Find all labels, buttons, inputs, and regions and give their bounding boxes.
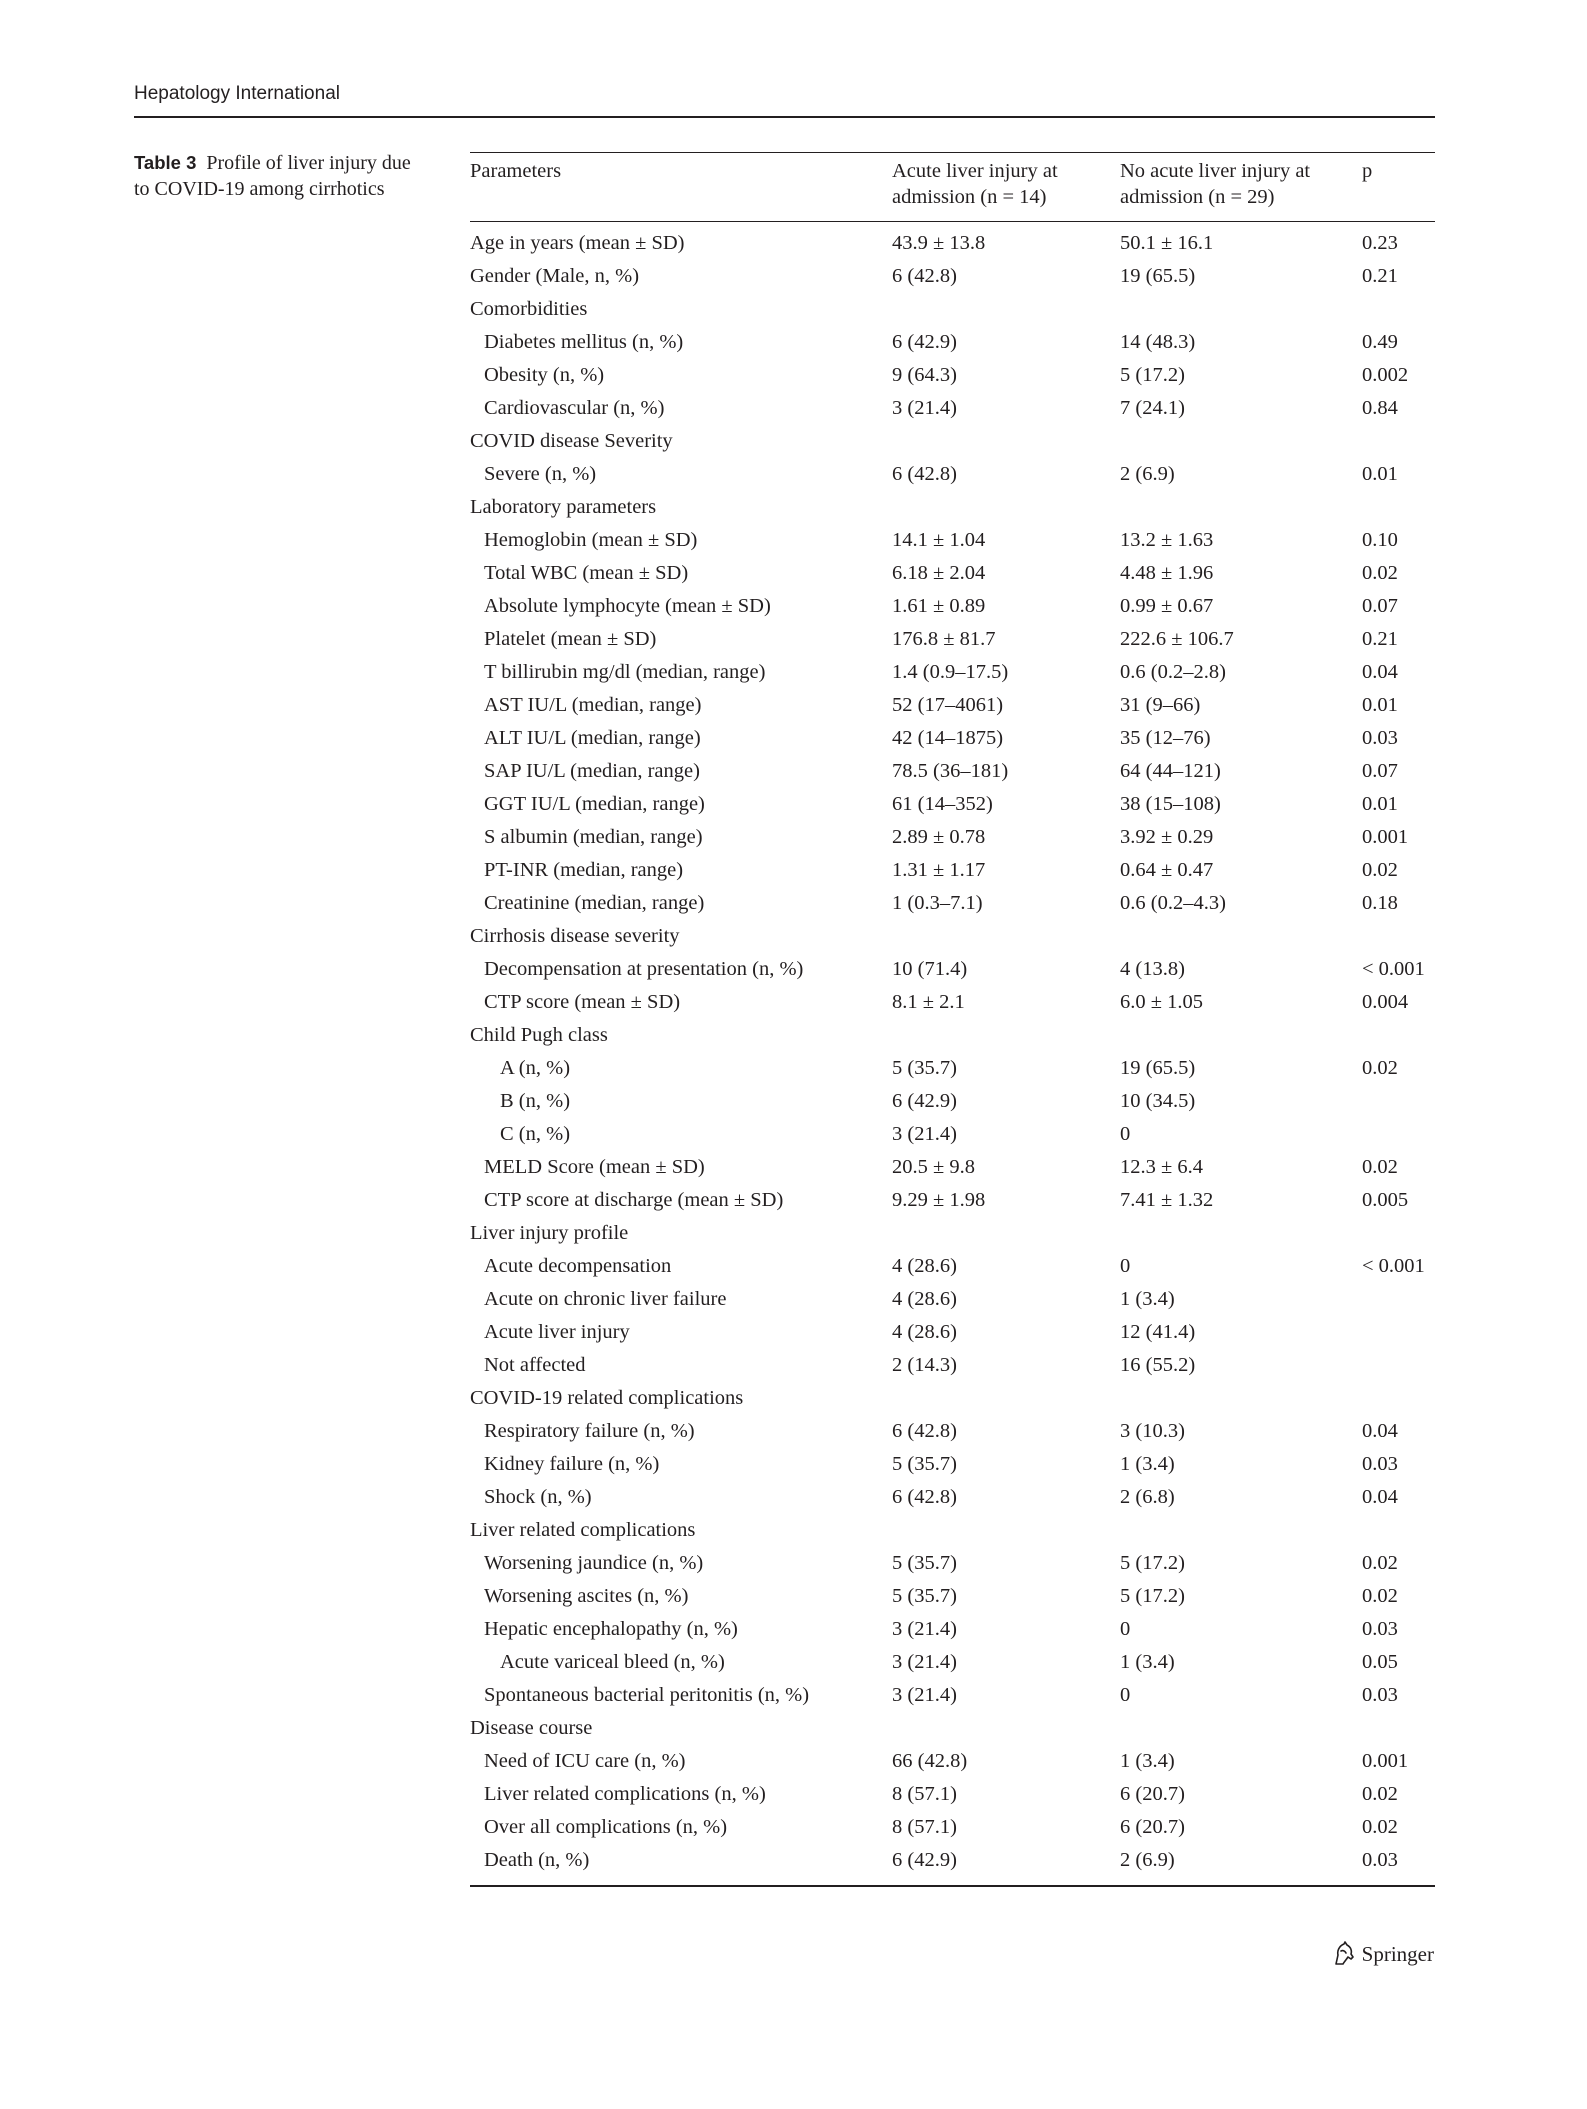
- row-parameter-cell: Death (n, %): [484, 1849, 590, 1871]
- table-row: [470, 1250, 1435, 1283]
- row-parameter-cell: Diabetes mellitus (n, %): [484, 331, 684, 353]
- table-row: [470, 557, 1435, 590]
- row-p-value-cell: 0.07: [1362, 760, 1398, 782]
- row-parameter-cell: Acute decompensation: [484, 1255, 672, 1277]
- row-p-value-cell: 0.04: [1362, 1420, 1398, 1442]
- row-p-value-cell: 0.02: [1362, 562, 1398, 584]
- row-p-value-cell: 0.01: [1362, 463, 1398, 485]
- row-parameter-cell: Hepatic encephalopathy (n, %): [484, 1618, 738, 1640]
- row-p-value-cell: 0.001: [1362, 826, 1409, 848]
- row-acute-cell: 6 (42.8): [892, 1486, 957, 1508]
- row-no-acute-cell: 0: [1120, 1255, 1131, 1277]
- header-acute-liver-injury: Acute liver injury at admission (n = 14): [892, 160, 1058, 208]
- row-acute-cell: 6 (42.9): [892, 331, 957, 353]
- row-no-acute-cell: 6 (20.7): [1120, 1816, 1185, 1838]
- row-no-acute-cell: 12.3 ± 6.4: [1120, 1156, 1204, 1178]
- row-no-acute-cell: 2 (6.9): [1120, 463, 1175, 485]
- row-p-value-cell: 0.18: [1362, 892, 1398, 914]
- row-no-acute-cell: 2 (6.9): [1120, 1849, 1175, 1871]
- row-no-acute-cell: 1 (3.4): [1120, 1750, 1175, 1772]
- row-no-acute-cell: 19 (65.5): [1120, 265, 1196, 287]
- row-parameter-cell: Spontaneous bacterial peritonitis (n, %): [484, 1684, 810, 1706]
- row-p-value-cell: 0.21: [1362, 265, 1398, 287]
- row-p-value-cell: 0.01: [1362, 793, 1398, 815]
- row-acute-cell: 1.4 (0.9–17.5): [892, 661, 1009, 683]
- table-row: [470, 986, 1435, 1019]
- row-parameter-cell: Respiratory failure (n, %): [484, 1420, 695, 1442]
- table-row: [470, 1184, 1435, 1217]
- row-no-acute-cell: 13.2 ± 1.63: [1120, 529, 1214, 551]
- row-parameter-cell: Total WBC (mean ± SD): [484, 562, 689, 584]
- row-acute-cell: 42 (14–1875): [892, 727, 1004, 749]
- table-row: [470, 590, 1435, 623]
- row-parameter-cell: Absolute lymphocyte (mean ± SD): [484, 595, 771, 617]
- row-p-value-cell: 0.004: [1362, 991, 1409, 1013]
- header-p-value: p: [1362, 160, 1373, 182]
- row-parameter-cell: Age in years (mean ± SD): [470, 232, 685, 254]
- row-parameter-cell: Acute liver injury: [484, 1321, 630, 1343]
- row-parameter-cell: Acute variceal bleed (n, %): [500, 1651, 725, 1673]
- row-no-acute-cell: 12 (41.4): [1120, 1321, 1196, 1343]
- table-row: [470, 1349, 1435, 1382]
- row-acute-cell: 1 (0.3–7.1): [892, 892, 983, 914]
- table-row: [470, 1118, 1435, 1151]
- row-p-value-cell: 0.21: [1362, 628, 1398, 650]
- table-row: [470, 359, 1435, 392]
- row-parameter-cell: C (n, %): [500, 1123, 571, 1145]
- table-row: [470, 755, 1435, 788]
- row-no-acute-cell: 222.6 ± 106.7: [1120, 628, 1234, 650]
- row-acute-cell: 5 (35.7): [892, 1552, 957, 1574]
- row-p-value-cell: 0.001: [1362, 1750, 1409, 1772]
- table-row: [470, 854, 1435, 887]
- row-parameter-cell: AST IU/L (median, range): [484, 694, 702, 716]
- row-p-value-cell: 0.02: [1362, 1816, 1398, 1838]
- row-no-acute-cell: 5 (17.2): [1120, 1585, 1185, 1607]
- table-row: [470, 788, 1435, 821]
- row-p-value-cell: 0.07: [1362, 595, 1398, 617]
- row-p-value-cell: 0.84: [1362, 397, 1398, 419]
- data-table: [470, 152, 1435, 1887]
- row-no-acute-cell: 0.6 (0.2–4.3): [1120, 892, 1226, 914]
- row-no-acute-cell: 5 (17.2): [1120, 364, 1185, 386]
- table-row: [470, 1481, 1435, 1514]
- row-parameter-cell: T billirubin mg/dl (median, range): [484, 661, 766, 683]
- row-p-value-cell: 0.49: [1362, 331, 1398, 353]
- row-acute-cell: 14.1 ± 1.04: [892, 529, 986, 551]
- row-no-acute-cell: 6 (20.7): [1120, 1783, 1185, 1805]
- table-row: [470, 887, 1435, 920]
- table-row: [470, 1085, 1435, 1118]
- row-acute-cell: 6 (42.8): [892, 265, 957, 287]
- row-acute-cell: 3 (21.4): [892, 1651, 957, 1673]
- row-acute-cell: 6 (42.9): [892, 1849, 957, 1871]
- table-row: [470, 1019, 1435, 1052]
- table-row: [470, 1283, 1435, 1316]
- row-parameter-cell: A (n, %): [500, 1057, 571, 1079]
- row-no-acute-cell: 0: [1120, 1618, 1131, 1640]
- row-no-acute-cell: 10 (34.5): [1120, 1090, 1196, 1112]
- row-parameter-cell: Decompensation at presentation (n, %): [484, 958, 804, 980]
- table-row: [470, 458, 1435, 491]
- row-parameter-cell: PT-INR (median, range): [484, 859, 684, 881]
- table-row: [470, 392, 1435, 425]
- row-acute-cell: 3 (21.4): [892, 1684, 957, 1706]
- row-no-acute-cell: 0: [1120, 1684, 1131, 1706]
- row-acute-cell: 6 (42.8): [892, 1420, 957, 1442]
- table-row: [470, 821, 1435, 854]
- row-parameter-cell: Comorbidities: [470, 298, 588, 320]
- row-acute-cell: 52 (17–4061): [892, 694, 1004, 716]
- table-row: [470, 227, 1435, 260]
- row-parameter-cell: SAP IU/L (median, range): [484, 760, 700, 782]
- row-p-value-cell: 0.005: [1362, 1189, 1409, 1211]
- row-parameter-cell: Laboratory parameters: [470, 496, 657, 518]
- row-p-value-cell: 0.002: [1362, 364, 1409, 386]
- table-row: [470, 524, 1435, 557]
- table-row: [470, 1811, 1435, 1844]
- row-p-value-cell: 0.23: [1362, 232, 1398, 254]
- row-acute-cell: 6 (42.9): [892, 1090, 957, 1112]
- row-parameter-cell: ALT IU/L (median, range): [484, 727, 701, 749]
- table-row: [470, 1580, 1435, 1613]
- header-rule: [134, 116, 1435, 118]
- row-acute-cell: 43.9 ± 13.8: [892, 232, 986, 254]
- table-row: [470, 1514, 1435, 1547]
- table-row: [470, 1316, 1435, 1349]
- row-acute-cell: 6 (42.8): [892, 463, 957, 485]
- table-row: [470, 425, 1435, 458]
- row-parameter-cell: Disease course: [470, 1717, 593, 1739]
- row-no-acute-cell: 7 (24.1): [1120, 397, 1185, 419]
- row-no-acute-cell: 1 (3.4): [1120, 1288, 1175, 1310]
- row-acute-cell: 8.1 ± 2.1: [892, 991, 965, 1013]
- row-no-acute-cell: 3 (10.3): [1120, 1420, 1185, 1442]
- publisher-name: Springer: [1361, 1941, 1434, 1966]
- row-parameter-cell: CTP score (mean ± SD): [484, 991, 681, 1013]
- row-acute-cell: 4 (28.6): [892, 1321, 957, 1343]
- row-p-value-cell: 0.04: [1362, 1486, 1398, 1508]
- row-parameter-cell: Obesity (n, %): [484, 364, 605, 386]
- row-p-value-cell: 0.03: [1362, 1618, 1398, 1640]
- row-p-value-cell: 0.04: [1362, 661, 1398, 683]
- row-parameter-cell: Severe (n, %): [484, 463, 597, 485]
- row-acute-cell: 4 (28.6): [892, 1255, 957, 1277]
- table-row: [470, 326, 1435, 359]
- row-parameter-cell: Over all complications (n, %): [484, 1816, 728, 1838]
- row-parameter-cell: COVID-19 related complications: [470, 1387, 744, 1409]
- row-parameter-cell: Worsening jaundice (n, %): [484, 1552, 704, 1574]
- row-parameter-cell: Cirrhosis disease severity: [470, 925, 680, 947]
- row-acute-cell: 1.61 ± 0.89: [892, 595, 986, 617]
- row-p-value-cell: 0.03: [1362, 1849, 1398, 1871]
- row-parameter-cell: Not affected: [484, 1354, 586, 1376]
- table-row: [470, 1217, 1435, 1250]
- row-no-acute-cell: 0.64 ± 0.47: [1120, 859, 1214, 881]
- row-no-acute-cell: 14 (48.3): [1120, 331, 1196, 353]
- row-acute-cell: 10 (71.4): [892, 958, 968, 980]
- row-acute-cell: 176.8 ± 81.7: [892, 628, 996, 650]
- row-no-acute-cell: 35 (12–76): [1120, 727, 1211, 749]
- row-parameter-cell: Gender (Male, n, %): [470, 265, 640, 287]
- row-p-value-cell: 0.02: [1362, 859, 1398, 881]
- row-acute-cell: 5 (35.7): [892, 1453, 957, 1475]
- table-row: [470, 1052, 1435, 1085]
- table-row: [470, 1679, 1435, 1712]
- row-acute-cell: 2.89 ± 0.78: [892, 826, 986, 848]
- row-no-acute-cell: 19 (65.5): [1120, 1057, 1196, 1079]
- table-row: [470, 1712, 1435, 1745]
- row-parameter-cell: Liver related complications: [470, 1519, 696, 1541]
- row-parameter-cell: B (n, %): [500, 1090, 571, 1112]
- row-acute-cell: 8 (57.1): [892, 1816, 957, 1838]
- row-no-acute-cell: 0: [1120, 1123, 1131, 1145]
- table-row: [470, 623, 1435, 656]
- row-parameter-cell: CTP score at discharge (mean ± SD): [484, 1189, 784, 1211]
- table-row: [470, 1415, 1435, 1448]
- row-no-acute-cell: 31 (9–66): [1120, 694, 1201, 716]
- table-row: [470, 656, 1435, 689]
- row-acute-cell: 5 (35.7): [892, 1585, 957, 1607]
- row-acute-cell: 9.29 ± 1.98: [892, 1189, 986, 1211]
- row-no-acute-cell: 6.0 ± 1.05: [1120, 991, 1204, 1013]
- springer-horse-icon: [1330, 1941, 1356, 1967]
- table-row: [470, 689, 1435, 722]
- row-p-value-cell: < 0.001: [1362, 958, 1425, 980]
- row-p-value-cell: 0.02: [1362, 1783, 1398, 1805]
- row-parameter-cell: Creatinine (median, range): [484, 892, 705, 914]
- row-acute-cell: 3 (21.4): [892, 1123, 957, 1145]
- row-p-value-cell: 0.02: [1362, 1585, 1398, 1607]
- row-p-value-cell: 0.02: [1362, 1552, 1398, 1574]
- row-p-value-cell: 0.01: [1362, 694, 1398, 716]
- table-row: [470, 1613, 1435, 1646]
- table-row: [470, 1448, 1435, 1481]
- row-p-value-cell: 0.10: [1362, 529, 1398, 551]
- row-no-acute-cell: 5 (17.2): [1120, 1552, 1185, 1574]
- table-caption-text: Profile of liver injury due to COVID-19 among cirrhotics: [134, 152, 411, 200]
- row-parameter-cell: MELD Score (mean ± SD): [484, 1156, 705, 1178]
- row-parameter-cell: Liver related complications (n, %): [484, 1783, 766, 1805]
- row-no-acute-cell: 1 (3.4): [1120, 1453, 1175, 1475]
- header-no-acute-liver-injury: No acute liver injury at admission (n = 29): [1120, 160, 1311, 208]
- table-row: [470, 953, 1435, 986]
- row-no-acute-cell: 64 (44–121): [1120, 760, 1221, 782]
- row-parameter-cell: Liver injury profile: [470, 1222, 629, 1244]
- table-row: [470, 491, 1435, 524]
- row-parameter-cell: Shock (n, %): [484, 1486, 592, 1508]
- row-parameter-cell: Kidney failure (n, %): [484, 1453, 660, 1475]
- row-acute-cell: 78.5 (36–181): [892, 760, 1009, 782]
- row-acute-cell: 9 (64.3): [892, 364, 957, 386]
- row-acute-cell: 3 (21.4): [892, 397, 957, 419]
- table-caption-label: Table 3: [134, 152, 197, 173]
- row-acute-cell: 8 (57.1): [892, 1783, 957, 1805]
- row-no-acute-cell: 3.92 ± 0.29: [1120, 826, 1214, 848]
- row-p-value-cell: 0.03: [1362, 1684, 1398, 1706]
- row-acute-cell: 66 (42.8): [892, 1750, 968, 1772]
- row-no-acute-cell: 0.6 (0.2–2.8): [1120, 661, 1226, 683]
- journal-name: Hepatology International: [134, 83, 340, 104]
- row-acute-cell: 61 (14–352): [892, 793, 993, 815]
- table-row: [470, 260, 1435, 293]
- row-acute-cell: 1.31 ± 1.17: [892, 859, 986, 881]
- table-header-row: [470, 153, 1435, 221]
- row-parameter-cell: Need of ICU care (n, %): [484, 1750, 686, 1772]
- row-no-acute-cell: 4 (13.8): [1120, 958, 1185, 980]
- row-no-acute-cell: 1 (3.4): [1120, 1651, 1175, 1673]
- row-acute-cell: 5 (35.7): [892, 1057, 957, 1079]
- row-parameter-cell: GGT IU/L (median, range): [484, 793, 705, 815]
- row-acute-cell: 20.5 ± 9.8: [892, 1156, 976, 1178]
- row-acute-cell: 4 (28.6): [892, 1288, 957, 1310]
- row-p-value-cell: 0.03: [1362, 1453, 1398, 1475]
- table-row: [470, 1844, 1435, 1877]
- row-acute-cell: 2 (14.3): [892, 1354, 957, 1376]
- table-row: [470, 293, 1435, 326]
- table-row: [470, 1547, 1435, 1580]
- row-no-acute-cell: 4.48 ± 1.96: [1120, 562, 1214, 584]
- row-acute-cell: 3 (21.4): [892, 1618, 957, 1640]
- row-parameter-cell: Cardiovascular (n, %): [484, 397, 665, 419]
- table-caption: [134, 150, 424, 202]
- row-acute-cell: 6.18 ± 2.04: [892, 562, 986, 584]
- row-parameter-cell: Acute on chronic liver failure: [484, 1288, 727, 1310]
- row-parameter-cell: Platelet (mean ± SD): [484, 628, 657, 650]
- row-p-value-cell: 0.02: [1362, 1156, 1398, 1178]
- row-no-acute-cell: 38 (15–108): [1120, 793, 1221, 815]
- row-parameter-cell: COVID disease Severity: [470, 430, 673, 452]
- row-no-acute-cell: 2 (6.8): [1120, 1486, 1175, 1508]
- row-parameter-cell: Hemoglobin (mean ± SD): [484, 529, 698, 551]
- table-row: [470, 920, 1435, 953]
- table-row: [470, 1646, 1435, 1679]
- table-row: [470, 722, 1435, 755]
- row-parameter-cell: Child Pugh class: [470, 1024, 608, 1046]
- row-no-acute-cell: 16 (55.2): [1120, 1354, 1196, 1376]
- row-parameter-cell: S albumin (median, range): [484, 826, 703, 848]
- row-no-acute-cell: 50.1 ± 16.1: [1120, 232, 1214, 254]
- table-bottom-rule: [470, 1885, 1435, 1887]
- table-row: [470, 1151, 1435, 1184]
- row-no-acute-cell: 7.41 ± 1.32: [1120, 1189, 1214, 1211]
- row-no-acute-cell: 0.99 ± 0.67: [1120, 595, 1214, 617]
- publisher-footer: [1330, 1941, 1434, 1967]
- header-parameters: Parameters: [470, 160, 562, 182]
- row-p-value-cell: < 0.001: [1362, 1255, 1425, 1277]
- table-body: [470, 222, 1435, 1885]
- table-row: [470, 1778, 1435, 1811]
- table-row: [470, 1382, 1435, 1415]
- table-row: [470, 1745, 1435, 1778]
- row-p-value-cell: 0.05: [1362, 1651, 1398, 1673]
- row-parameter-cell: Worsening ascites (n, %): [484, 1585, 689, 1607]
- row-p-value-cell: 0.03: [1362, 727, 1398, 749]
- row-p-value-cell: 0.02: [1362, 1057, 1398, 1079]
